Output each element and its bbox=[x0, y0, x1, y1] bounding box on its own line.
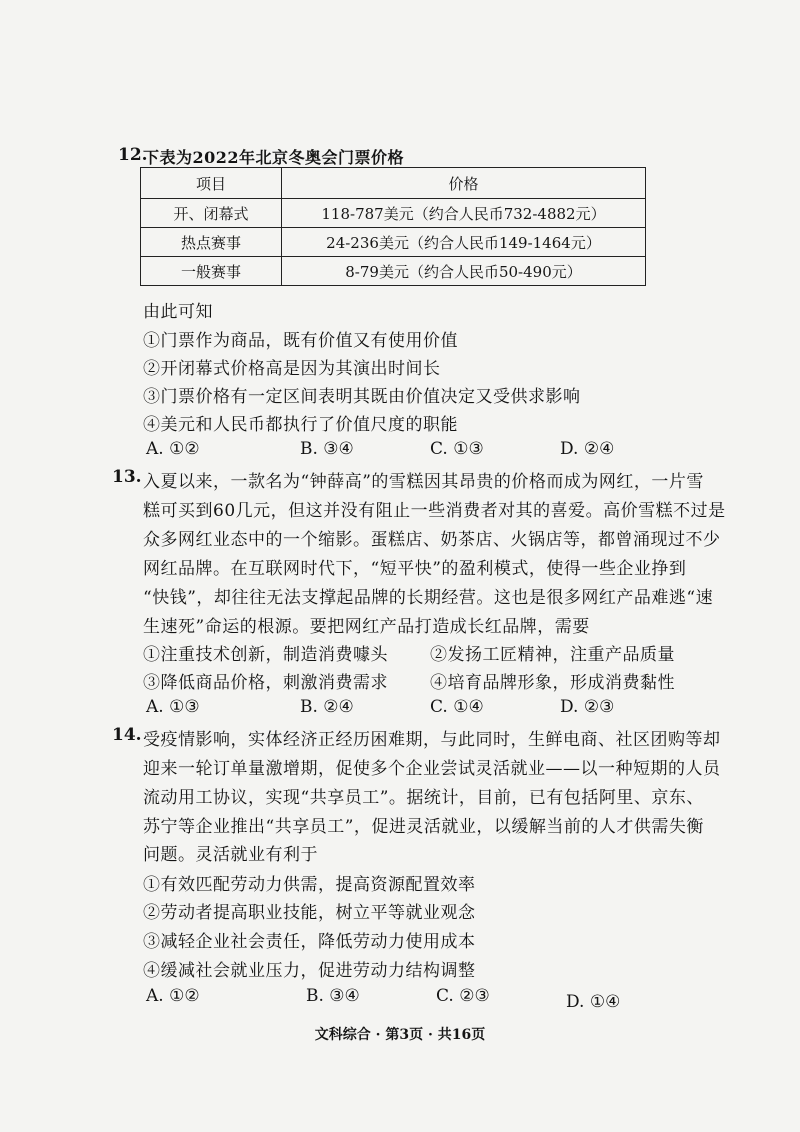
table-header-item: 项目 bbox=[141, 168, 282, 199]
question-13-line-3: 众多网红业态中的一个缩影。蛋糕店、奶茶店、火锅店等，都曾涌现过不少 bbox=[143, 530, 721, 550]
question-13-line-1: 入夏以来，一款名为“钟薛高”的雪糕因其昂贵的价格而成为网红，一片雪 bbox=[143, 472, 704, 492]
question-12-option-d[interactable]: D. ②④ bbox=[560, 439, 615, 459]
question-14-line-5: 问题。灵活就业有利于 bbox=[143, 845, 318, 865]
table-cell: 8-79美元（约合人民币50-490元） bbox=[282, 257, 646, 286]
question-13-line-2: 糕可买到60几元，但这并没有阻止一些消费者对其的喜爱。高价雪糕不过是 bbox=[143, 501, 726, 521]
question-14-option-c[interactable]: C. ②③ bbox=[436, 986, 490, 1006]
question-13-option-b[interactable]: B. ②④ bbox=[300, 697, 354, 717]
question-12-number: 12. bbox=[118, 145, 148, 165]
question-13-line-4: 网红品牌。在互联网时代下，“短平快”的盈利模式，使得一些企业挣到 bbox=[143, 559, 687, 579]
table-cell: 热点赛事 bbox=[141, 228, 282, 257]
table-cell: 一般赛事 bbox=[141, 257, 282, 286]
table-header-row bbox=[141, 168, 646, 199]
question-14-option-d[interactable]: D. ①④ bbox=[566, 992, 621, 1012]
question-12-option-c[interactable]: C. ①③ bbox=[430, 439, 484, 459]
table-row bbox=[141, 199, 646, 228]
question-14-line-2: 迎来一轮订单量激增期，促使多个企业尝试灵活就业——以一种短期的人员 bbox=[143, 759, 721, 779]
question-13-statement-2: ②发扬工匠精神，注重产品质量 bbox=[430, 645, 675, 665]
table-cell: 118-787美元（约合人民币732-4882元） bbox=[282, 199, 646, 228]
question-14-line-3: 流动用工协议，实现“共享员工”。据统计，目前，已有包括阿里、京东、 bbox=[143, 788, 704, 808]
table-row bbox=[141, 228, 646, 257]
page-footer: 文科综合 · 第3页 · 共16页 bbox=[314, 1027, 486, 1043]
question-12-statement-4: ④美元和人民币都执行了价值尺度的职能 bbox=[143, 415, 458, 435]
question-13-statement-1: ①注重技术创新，制造消费噱头 bbox=[143, 645, 388, 665]
question-13-number: 13. bbox=[112, 467, 142, 487]
question-13-statement-4: ④培育品牌形象，形成消费黏性 bbox=[430, 673, 675, 693]
question-12-stem: 下表为2022年北京冬奥会门票价格 bbox=[143, 148, 405, 167]
question-12-statement-1: ①门票作为商品，既有价值又有使用价值 bbox=[143, 331, 458, 351]
question-12-statement-3: ③门票价格有一定区间表明其既由价值决定又受供求影响 bbox=[143, 387, 581, 407]
table-row bbox=[141, 257, 646, 286]
question-14-statement-3: ③减轻企业社会责任，降低劳动力使用成本 bbox=[143, 932, 476, 952]
question-12-option-a[interactable]: A. ①② bbox=[146, 439, 200, 459]
table-cell: 24-236美元（约合人民币149-1464元） bbox=[282, 228, 646, 257]
ticket-price-table bbox=[140, 167, 646, 286]
question-13-option-a[interactable]: A. ①③ bbox=[146, 697, 200, 717]
question-14-statement-2: ②劳动者提高职业技能，树立平等就业观念 bbox=[143, 903, 476, 923]
question-14-statement-4: ④缓减社会就业压力，促进劳动力结构调整 bbox=[143, 961, 476, 981]
question-13-option-d[interactable]: D. ②③ bbox=[560, 697, 615, 717]
question-14-option-b[interactable]: B. ③④ bbox=[306, 986, 360, 1006]
question-14-number: 14. bbox=[112, 725, 142, 745]
question-13-line-5: “快钱”，却往往无法支撑起品牌的长期经营。这也是很多网红产品难逃“速 bbox=[143, 588, 714, 608]
question-13-line-6: 生速死”命运的根源。要把网红产品打造成长红品牌，需要 bbox=[143, 617, 590, 637]
question-12-option-b[interactable]: B. ③④ bbox=[300, 439, 354, 459]
question-12-statement-2: ②开闭幕式价格高是因为其演出时间长 bbox=[143, 359, 441, 379]
question-12-lead: 由此可知 bbox=[143, 302, 213, 322]
table-header-price: 价格 bbox=[282, 168, 646, 199]
question-14-line-4: 苏宁等企业推出“共享员工”，促进灵活就业，以缓解当前的人才供需失衡 bbox=[143, 817, 704, 837]
table-cell: 开、闭幕式 bbox=[141, 199, 282, 228]
question-13-option-c[interactable]: C. ①④ bbox=[430, 697, 484, 717]
question-14-option-a[interactable]: A. ①② bbox=[146, 986, 200, 1006]
question-14-statement-1: ①有效匹配劳动力供需，提高资源配置效率 bbox=[143, 875, 476, 895]
question-14-line-1: 受疫情影响，实体经济正经历困难期，与此同时，生鲜电商、社区团购等却 bbox=[143, 730, 721, 750]
question-13-statement-3: ③降低商品价格，刺激消费需求 bbox=[143, 673, 388, 693]
